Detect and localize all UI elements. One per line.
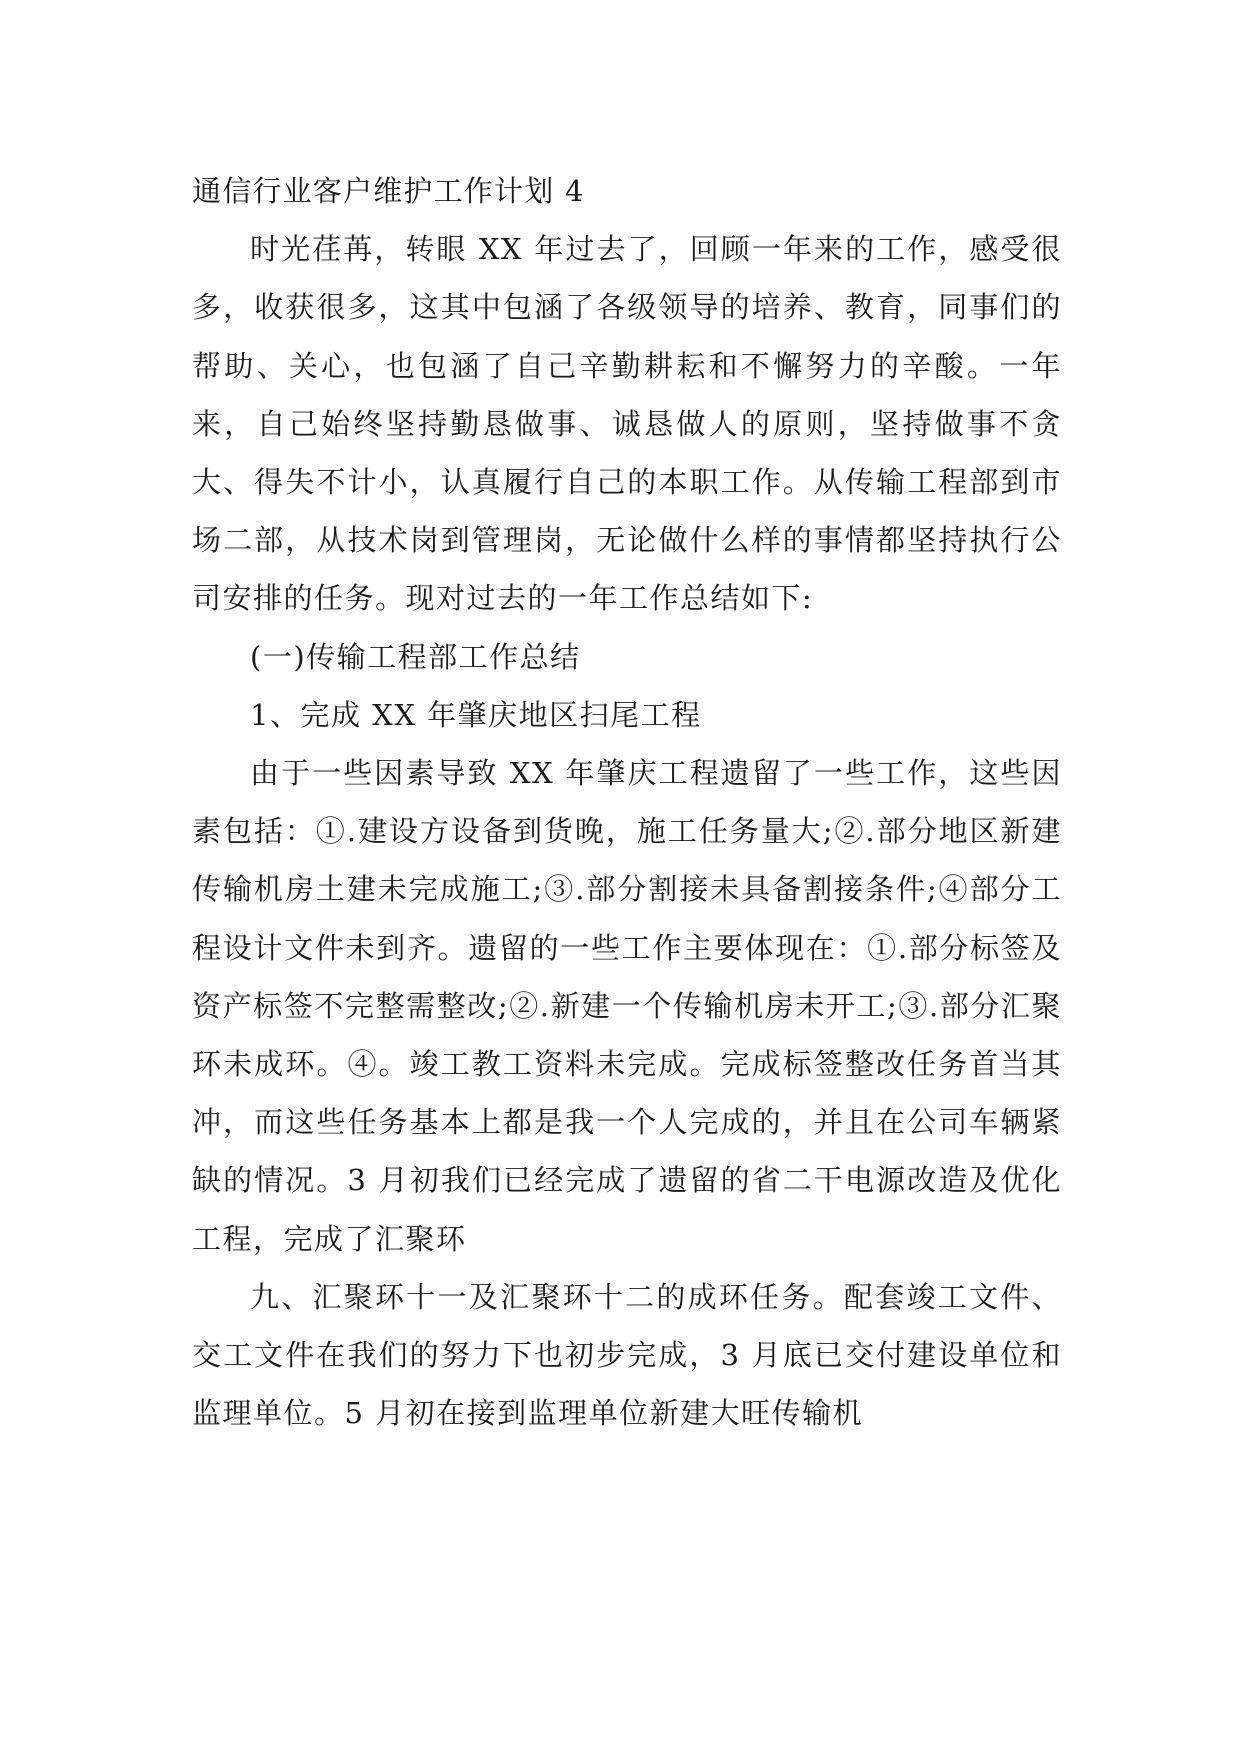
body-paragraph-continued: 九、汇聚环十一及汇聚环十二的成环任务。配套竣工文件、交工文件在我们的努力下也初步完成，3 月底已交付建设单位和监理单位。5 月初在接到监理单位新建大旺传输机 (192, 1279, 1062, 1431)
subsection-heading: 1、完成 XX 年肇庆地区扫尾工程 (250, 697, 702, 732)
section-heading: (一)传输工程部工作总结 (250, 639, 581, 674)
body-paragraph: 由于一些因素导致 XX 年肇庆工程遗留了一些工作，这些因素包括：①.建设方设备到货晚，施工任务量大;②.部分地区新建传输机房土建未完成施工;③.部分割接未具备割接条件;④部分工程设计文件未到齐。遗留的一些工作主要体现在：①.部分标签及资产标签不完整需整改;②.新建一个传输机房未开工;③.部分汇聚环未成环。④。竣工教工资料未完成。完成标签整改任务首当其冲，而这些任务基本上都是我一个人完成的，并且在公司车辆紧缺的情况。3 月初我们已经完成了遗留的省二干电源改造及优化工程，完成了汇聚环 (192, 756, 1062, 1256)
document-body (192, 162, 1062, 1442)
document-title: 通信行业客户维护工作计划 4 (192, 174, 585, 208)
intro-paragraph: 时光荏苒，转眼 XX 年过去了，回顾一年来的工作，感受很多，收获很多，这其中包涵了各级领导的培养、教育，同事们的帮助、关心，也包涵了自己辛勤耕耘和不懈努力的辛酸。一年来，自己始终坚持勤恳做事、诚恳做人的原则，坚持做事不贪大、得失不计小，认真履行自己的本职工作。从传输工程部到市场二部，从技术岗到管理岗，无论做什么样的事情都坚持执行公司安排的任务。现对过去的一年工作总结如下: (192, 232, 1062, 616)
